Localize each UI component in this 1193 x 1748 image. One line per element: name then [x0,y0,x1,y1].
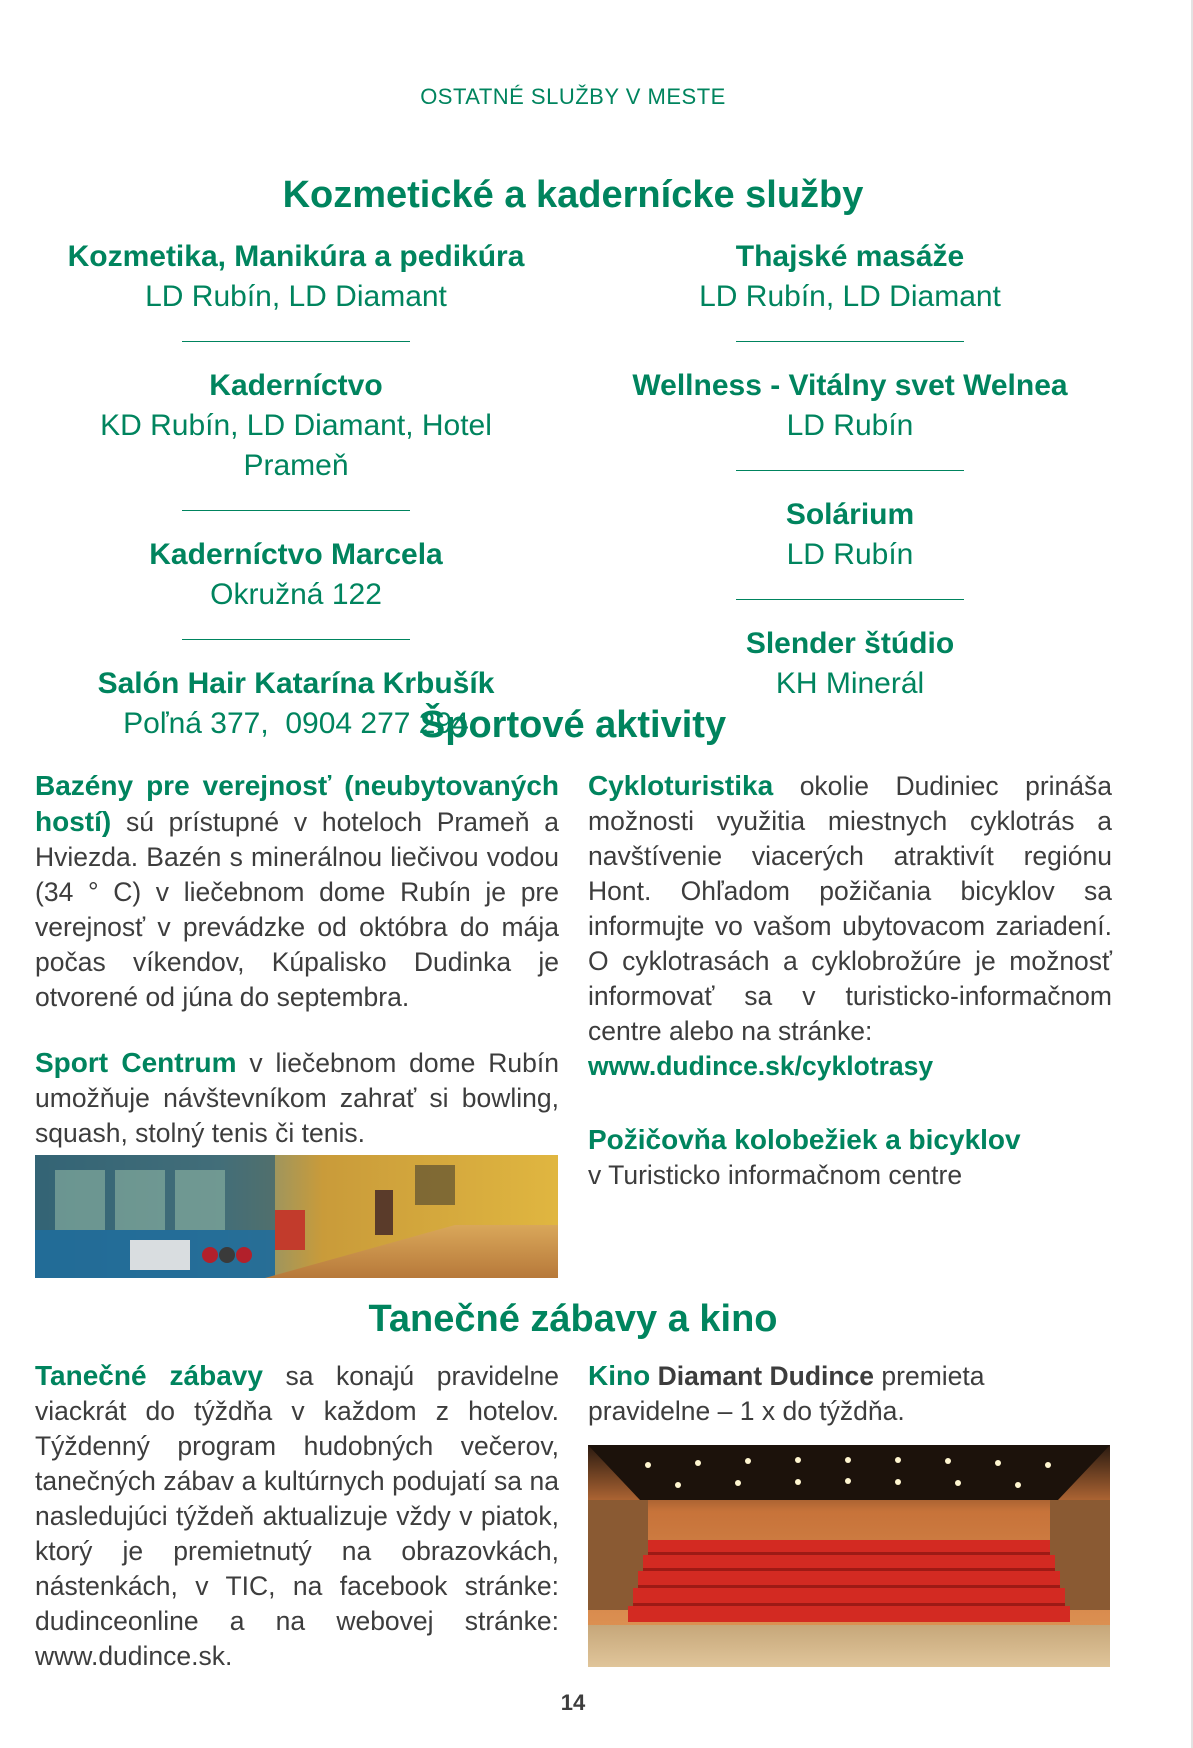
cyklotrasy-link[interactable]: www.dudince.sk/cyklotrasy [588,1051,934,1081]
rental-text: v Turisticko informačnom centre [588,1160,963,1190]
dance-title: Tanečné zábavy a kino [368,1298,778,1340]
dance-paragraph [35,1358,559,1674]
page-number: 14 [560,1690,586,1715]
service-location: LD Rubín [786,409,914,442]
divider [182,341,410,342]
service-item [590,237,1110,317]
service-item [36,366,556,486]
divider [736,599,964,600]
dance-text: sa konajú pravidelne viackrát do týždňa v každom z hotelov. Týždenný program hudobných večerov, tanečných zábav a kultúrnych podujatí sa na nasledujúci týždeň aktualizuje vždy v piatok, ktorý je premietnutý na obrazovkách, nástenkách, v TIC, na facebook stránke: dudinceonline a na webovej stránke: www.dudince.sk. [35,1361,559,1671]
service-location: LD Rubín, LD Diamant [145,280,447,313]
cycling-text: okolie Dudiniec prináša možnosti využitia miestnych cyklotrás a navštívenie viacerých atraktivít regiónu Hont. Ohľadom požičania bicyklov sa informujte vo vašom ubytovacom zariadení. O cyklotrasách a cyklobrožúre je možnosť informovať sa v turisticko-informačnom centre alebo na stránke: [588,771,1112,1046]
service-item [36,535,556,615]
cosmetics-left-column [36,237,556,744]
cycling-paragraph [588,768,1112,1084]
sports-title: Športové aktivity [419,704,727,746]
cycling-lead: Cykloturistika [588,770,774,801]
service-name: Wellness - Vitálny svet Welnea [632,369,1068,402]
service-item [590,624,1110,704]
divider [182,510,410,511]
service-name: Slender štúdio [745,627,955,660]
service-location: Okružná 122 [210,578,382,611]
sport-centrum-paragraph [35,1045,559,1151]
service-location: LD Rubín, LD Diamant [699,280,1001,313]
dance-lead: Tanečné zábavy [35,1360,263,1391]
rental-lead: Požičovňa kolobežiek a bicyklov [588,1124,1021,1155]
cosmetics-right-column [590,237,1110,704]
cinema-text: premieta pravidelne – 1 x do týždňa. [588,1361,985,1426]
cinema-photo [588,1445,1110,1667]
pools-lead: Bazény pre verejnosť (neubytovaných hostí) [35,770,559,837]
service-name: Kozmetika, Manikúra a pedikúra [67,240,525,273]
rental-paragraph [588,1122,1112,1193]
service-location: KH Minerál [775,667,925,700]
pools-paragraph [35,768,559,1015]
service-name: Kaderníctvo [209,369,383,402]
service-name: Solárium [785,498,915,531]
service-location: KD Rubín, LD Diamant, Hotel Prameň [100,409,492,482]
cinema-lead: Kino [588,1360,651,1391]
divider [182,639,410,640]
divider [736,341,964,342]
service-item [590,495,1110,575]
bowling-image [35,1155,558,1278]
service-location: Poľná 377, 0904 277 294 [123,707,469,740]
cinema-name: Diamant Dudince [650,1361,875,1391]
service-item [36,237,556,317]
cinema-paragraph [588,1358,1112,1429]
service-name: Thajské masáže [735,240,965,273]
page-header: OSTATNÉ SLUŽBY V MESTE [420,84,726,109]
pools-text: sú prístupné v hoteloch Prameň a Hviezda. Bazén s minerálnou liečivou vodou (34 ° C) v liečebnom dome Rubín je pre verejnosť v prevádzke od októbra do mája počas víkendov, Kúpalisko Dudinka je otvorené od júna do septembra. [35,807,559,1012]
service-location: LD Rubín [786,538,914,571]
sport-centrum-lead: Sport Centrum [35,1047,237,1078]
sport-centrum-text: v liečebnom dome Rubín umožňuje návštevníkom zahrať si bowling, squash, stolný tenis či tenis. [35,1048,559,1148]
service-name: Kaderníctvo Marcela [149,538,443,571]
cinema-image [588,1445,1110,1667]
service-name: Salón Hair Katarína Krbušík [97,667,495,700]
divider [736,470,964,471]
service-item [590,366,1110,446]
cosmetics-title: Kozmetické a kadernícke služby [282,174,864,216]
bowling-photo [35,1155,558,1278]
